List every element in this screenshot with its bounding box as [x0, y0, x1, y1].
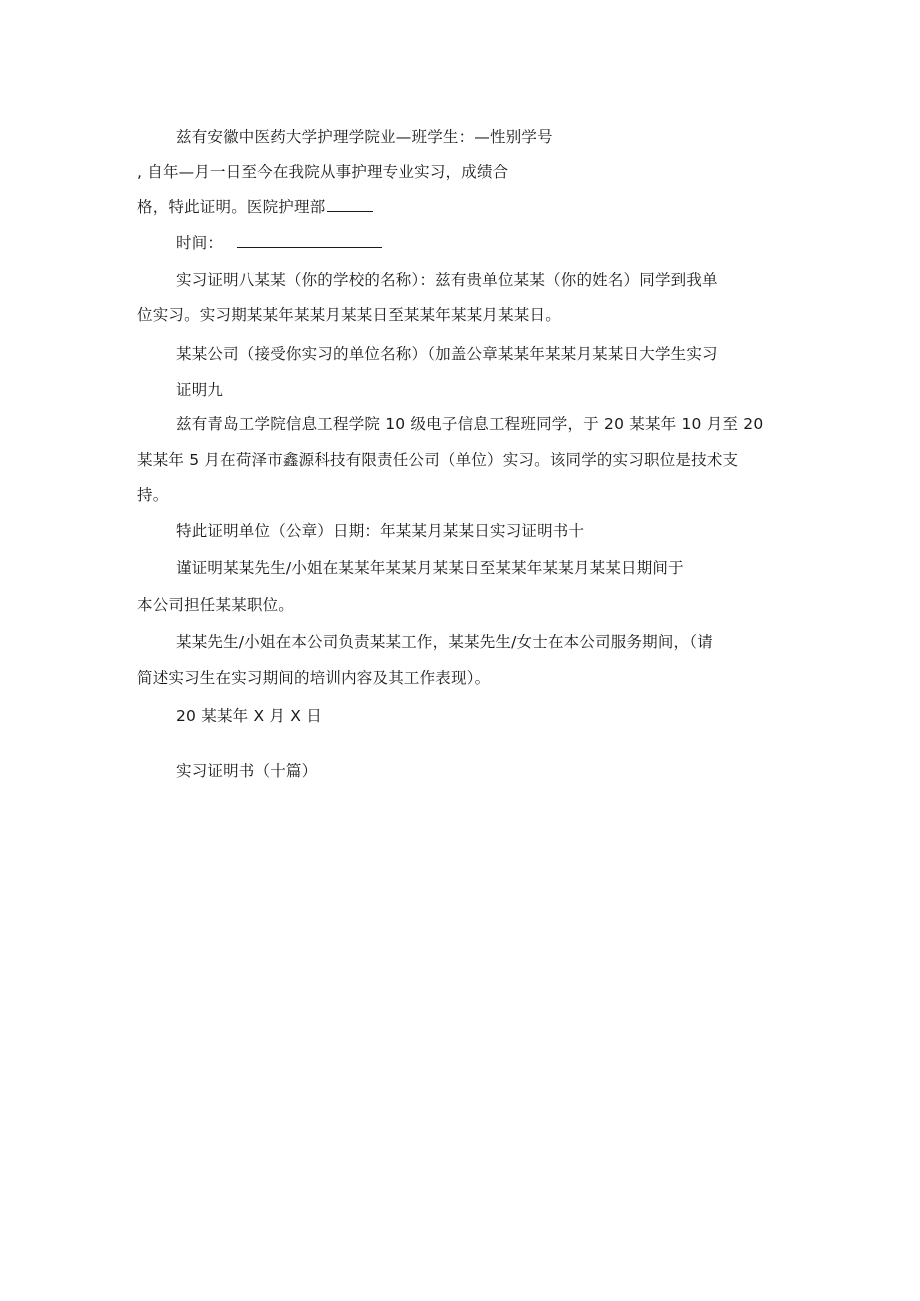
paragraph-line: 实习证明八某某（你的学校的名称）：兹有贵单位某某（你的姓名）同学到我单: [176, 271, 718, 289]
paragraph-line: 简述实习生在实习期间的培训内容及其工作表现）。: [137, 669, 491, 687]
paragraph-line: [137, 196, 373, 218]
paragraph-line: 证明九: [176, 381, 224, 399]
paragraph-line: 某某年 5 月在荷泽市鑫源科技有限责任公司（单位）实习。该同学的实习职位是技术支: [137, 451, 739, 469]
paragraph-line: 某某先生/小姐在本公司负责某某工作，某某先生/女士在本公司服务期间，（请: [176, 633, 713, 651]
paragraph-line: 特此证明单位（公章）日期：年某某月某某日实习证明书十: [176, 522, 585, 540]
time-label: 时间：: [176, 234, 224, 252]
paragraph-line: 位实习。实习期某某年某某月某某日至某某年某某月某某日。: [137, 306, 561, 324]
paragraph-line: 某某公司（接受你实习的单位名称）（加盖公章某某年某某月某某日大学生实习: [176, 345, 718, 363]
paragraph-line: 兹有安徽中医药大学护理学院业—班学生：—性别学号: [176, 128, 553, 146]
date-line: 20 某某年 X 月 X 日: [176, 707, 322, 725]
signature-blank: [327, 197, 373, 212]
paragraph-line: 兹有青岛工学院信息工程学院 10 级电子信息工程班同学，于 20 某某年 10 月至 20: [176, 415, 764, 433]
paragraph-line: 持。: [137, 486, 169, 504]
document-title: 实习证明书（十篇）: [176, 762, 318, 780]
paragraph-line: , 自年—月一日至今在我院从事护理专业实习，成绩合: [137, 163, 509, 181]
paragraph-line: 本公司担任某某职位。: [137, 596, 295, 614]
paragraph-text: 格，特此证明。医院护理部: [137, 198, 326, 216]
time-blank: [237, 233, 382, 248]
paragraph-line: 谨证明某某先生/小姐在某某年某某月某某日至某某年某某月某某日期间于: [176, 559, 684, 577]
paragraph-line: [176, 232, 382, 254]
